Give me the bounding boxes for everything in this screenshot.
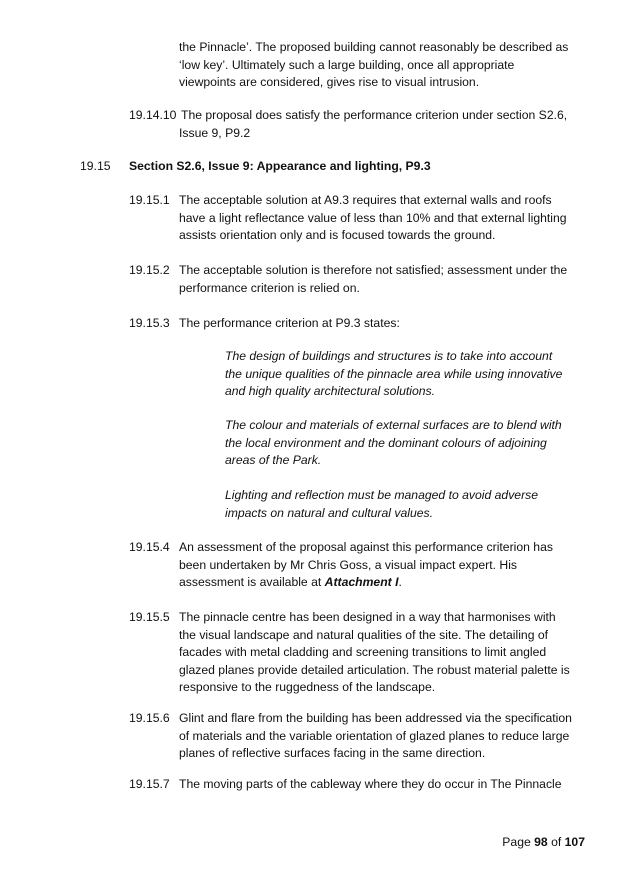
paragraph-number: 19.15.4 (129, 540, 170, 554)
text-line: The moving parts of the cableway where they do occur in The Pinnacle (179, 777, 562, 791)
quote-line: and high quality architectural solutions. (225, 384, 436, 398)
text-line: The pinnacle centre has been designed in a way that harmonises with (179, 610, 556, 624)
text-line: assists orientation only and is focused towards the ground. (179, 228, 496, 242)
paragraph-number: 19.15.7 (129, 777, 170, 791)
text-line: been undertaken by Mr Chris Goss, a visual impact expert. His (179, 557, 518, 572)
text-line: The acceptable solution at A9.3 requires that external walls and roofs (179, 193, 552, 207)
quote-line: Lighting and reflection must be managed to avoid adverse (225, 488, 539, 502)
continuation-paragraph (179, 39, 568, 92)
paragraph-19-15-3 (179, 315, 400, 333)
text-line: Glint and flare from the building has been addressed via the specification (179, 711, 572, 725)
of-label: of (551, 835, 562, 849)
quote-line: impacts on natural and cultural values. (225, 505, 433, 520)
paragraph-number: 19.15.6 (129, 711, 170, 725)
paragraph-19-14-10 (181, 107, 567, 142)
quote-line: The design of buildings and structures is to take into account (225, 349, 553, 363)
current-page: 98 (534, 835, 548, 849)
paragraph-number: 19.15.1 (129, 193, 170, 207)
quote-line: areas of the Park. (225, 453, 322, 467)
page-label: Page (502, 835, 531, 849)
section-number: 19.15 (80, 159, 111, 173)
paragraph-19-15-5 (179, 609, 570, 697)
text-line: planes of reflective surfaces facing in the same direction. (179, 746, 486, 760)
text-line: performance criterion is relied on. (179, 280, 360, 295)
section-heading: Section S2.6, Issue 9: Appearance and lighting, P9.3 (129, 159, 431, 173)
text-line: of materials and the variable orientation of glazed planes to reduce large (179, 728, 570, 743)
paragraph-number: 19.15.5 (129, 610, 170, 624)
attachment-reference: Attachment I (324, 575, 399, 589)
quote-paragraph-2 (225, 417, 562, 470)
text-line: facades with metal cladding and screening transitions to limit angled (179, 645, 547, 659)
text-line: viewpoints are considered, gives rise to visual intrusion. (179, 75, 480, 89)
text-line: ‘low key’. Ultimately such a large building, once all appropriate (179, 57, 515, 72)
text-line: have a light reflectance value of less than 10% and that external lighting (179, 210, 567, 225)
text-line: responsive to the ruggedness of the landscape. (179, 680, 436, 694)
quote-line: The colour and materials of external surfaces are to blend with (225, 418, 562, 432)
paragraph-19-15-6 (179, 710, 572, 763)
paragraph-19-15-2 (179, 262, 567, 297)
page-number-footer (502, 834, 585, 852)
quote-line: the local environment and the dominant colours of adjoining (225, 435, 547, 450)
text-line: The proposal does satisfy the performance criterion under section S2.6, (181, 108, 568, 122)
text-line (179, 574, 553, 592)
quote-line: the unique qualities of the pinnacle area while using innovative (225, 366, 563, 381)
paragraph-number: 19.15.2 (129, 263, 170, 277)
text-line: The performance criterion at P9.3 states: (179, 316, 400, 330)
text-line: glazed planes provide detailed articulation. The robust material palette is (179, 662, 570, 677)
quote-paragraph-3 (225, 487, 538, 522)
paragraph-number: 19.15.3 (129, 316, 170, 330)
paragraph-19-15-7 (179, 776, 562, 794)
total-pages: 107 (564, 835, 585, 849)
text-line: the Pinnacle’. The proposed building cannot reasonably be described as (179, 40, 569, 54)
text-line: Issue 9, P9.2 (179, 125, 251, 140)
text-line: An assessment of the proposal against this performance criterion has (179, 540, 553, 554)
text-fragment: assessment is available at (179, 575, 325, 589)
text-line: The acceptable solution is therefore not satisfied; assessment under the (179, 263, 568, 277)
text-fragment: . (398, 575, 402, 589)
paragraph-19-15-4 (179, 539, 553, 592)
quote-paragraph-1 (225, 348, 562, 401)
paragraph-number: 19.14.10 (129, 108, 177, 122)
paragraph-19-15-1 (179, 192, 567, 245)
text-line: the visual landscape and natural qualities of the site. The detailing of (179, 627, 549, 642)
